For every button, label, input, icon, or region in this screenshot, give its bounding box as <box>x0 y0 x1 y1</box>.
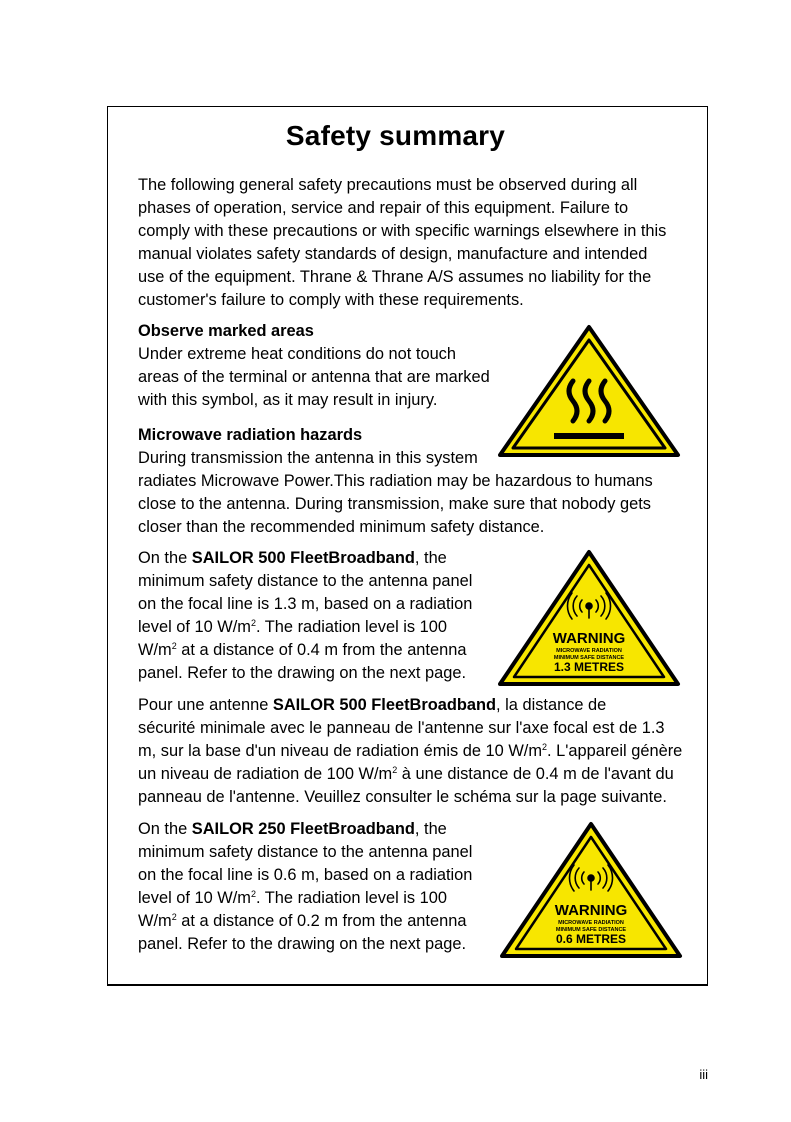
sailor-250-line: level of 10 $W/m^2$. The radiation level is 100 <box>138 889 448 907</box>
warning-sublabel: MICROWAVE RADIATION <box>556 648 622 654</box>
microwave-radiation-warning-icon <box>498 820 684 960</box>
sailor-250-section <box>138 818 472 956</box>
marked-areas-line: with this symbol, as it may result in injury. <box>138 391 438 409</box>
intro-line: phases of operation, service and repair of this equipment. Failure to <box>138 199 629 217</box>
warning-sublabel: MINIMUM SAFE DISTANCE <box>553 655 625 661</box>
microwave-section <box>138 424 653 539</box>
marked-areas-line: Under extreme heat conditions do not touch <box>138 345 456 363</box>
sailor-500-line: level of 10 $W/m^2$. The radiation level is 100 <box>138 618 448 636</box>
sailor-250-line: panel. Refer to the drawing on the next page. <box>138 935 467 953</box>
warning-distance: 0.6 METRES <box>555 932 627 946</box>
microwave-radiation-warning-icon <box>496 548 682 688</box>
microwave-line: closer than the recommended minimum safety distance. <box>138 518 545 536</box>
french-line: un niveau de radiation de 100 $W/m^2$ à une distance de 0.4 m de l'avant du <box>138 765 674 783</box>
french-section <box>138 694 682 809</box>
french-line: Pour une antenne SAILOR 500 FleetBroadband, la distance de <box>138 696 607 714</box>
sailor-500-line: minimum safety distance to the antenna panel <box>138 572 473 590</box>
sailor-500-line: on the focal line is 1.3 m, based on a radiation <box>138 595 473 613</box>
warning-sublabel: MICROWAVE RADIATION <box>558 920 624 926</box>
microwave-line: close to the antenna. During transmission, make sure that nobody gets <box>138 495 651 513</box>
intro-line: manual violates safety standards of design, manufacture and intended <box>138 245 648 263</box>
sailor-500-section <box>138 547 472 685</box>
sailor-250-line: On the SAILOR 250 FleetBroadband, the <box>138 820 447 838</box>
french-line: panneau de l'antenne. Veuillez consulter le schéma sur la page suivante. <box>138 788 667 806</box>
warning-sublabel: MINIMUM SAFE DISTANCE <box>555 927 627 933</box>
microwave-line: During transmission the antenna in this system <box>138 449 478 467</box>
warning-distance: 1.3 METRES <box>553 660 625 674</box>
warning-label: WARNING <box>552 630 626 647</box>
microwave-line: radiates Microwave Power.This radiation may be hazardous to humans <box>138 472 653 490</box>
marked-areas-heading: Observe marked areas <box>138 322 314 340</box>
marked-areas-section <box>138 320 490 412</box>
intro-line: use of the equipment. Thrane & Thrane A/S assumes no liability for the <box>138 268 652 286</box>
intro-line: customer's failure to comply with these requirements. <box>138 291 524 309</box>
french-line: sécurité minimale avec le panneau de l'antenne sur l'axe focal est de 1.3 <box>138 719 665 737</box>
intro-line: The following general safety precautions must be observed during all <box>138 176 638 194</box>
warning-label: WARNING <box>554 902 628 919</box>
sailor-500-line: On the SAILOR 500 FleetBroadband, the <box>138 549 447 567</box>
sailor-500-line: $W/m^2$ at a distance of 0.4 m from the antenna <box>138 641 467 659</box>
intro-paragraph <box>138 174 666 312</box>
page-number: iii <box>699 1067 708 1082</box>
marked-areas-line: areas of the terminal or antenna that are marked <box>138 368 490 386</box>
sailor-500-line: panel. Refer to the drawing on the next page. <box>138 664 467 682</box>
page-title: Safety summary <box>285 120 506 151</box>
french-line: m, sur la base d'un niveau de radiation émis de 10 $W/m^2$. L'appareil génère <box>138 742 683 760</box>
intro-line: comply with these precautions or with specific warnings elsewhere in this <box>138 222 667 240</box>
microwave-heading: Microwave radiation hazards <box>138 426 363 444</box>
sailor-250-line: $W/m^2$ at a distance of 0.2 m from the antenna <box>138 912 467 930</box>
sailor-250-line: on the focal line is 0.6 m, based on a radiation <box>138 866 473 884</box>
sailor-250-line: minimum safety distance to the antenna panel <box>138 843 473 861</box>
